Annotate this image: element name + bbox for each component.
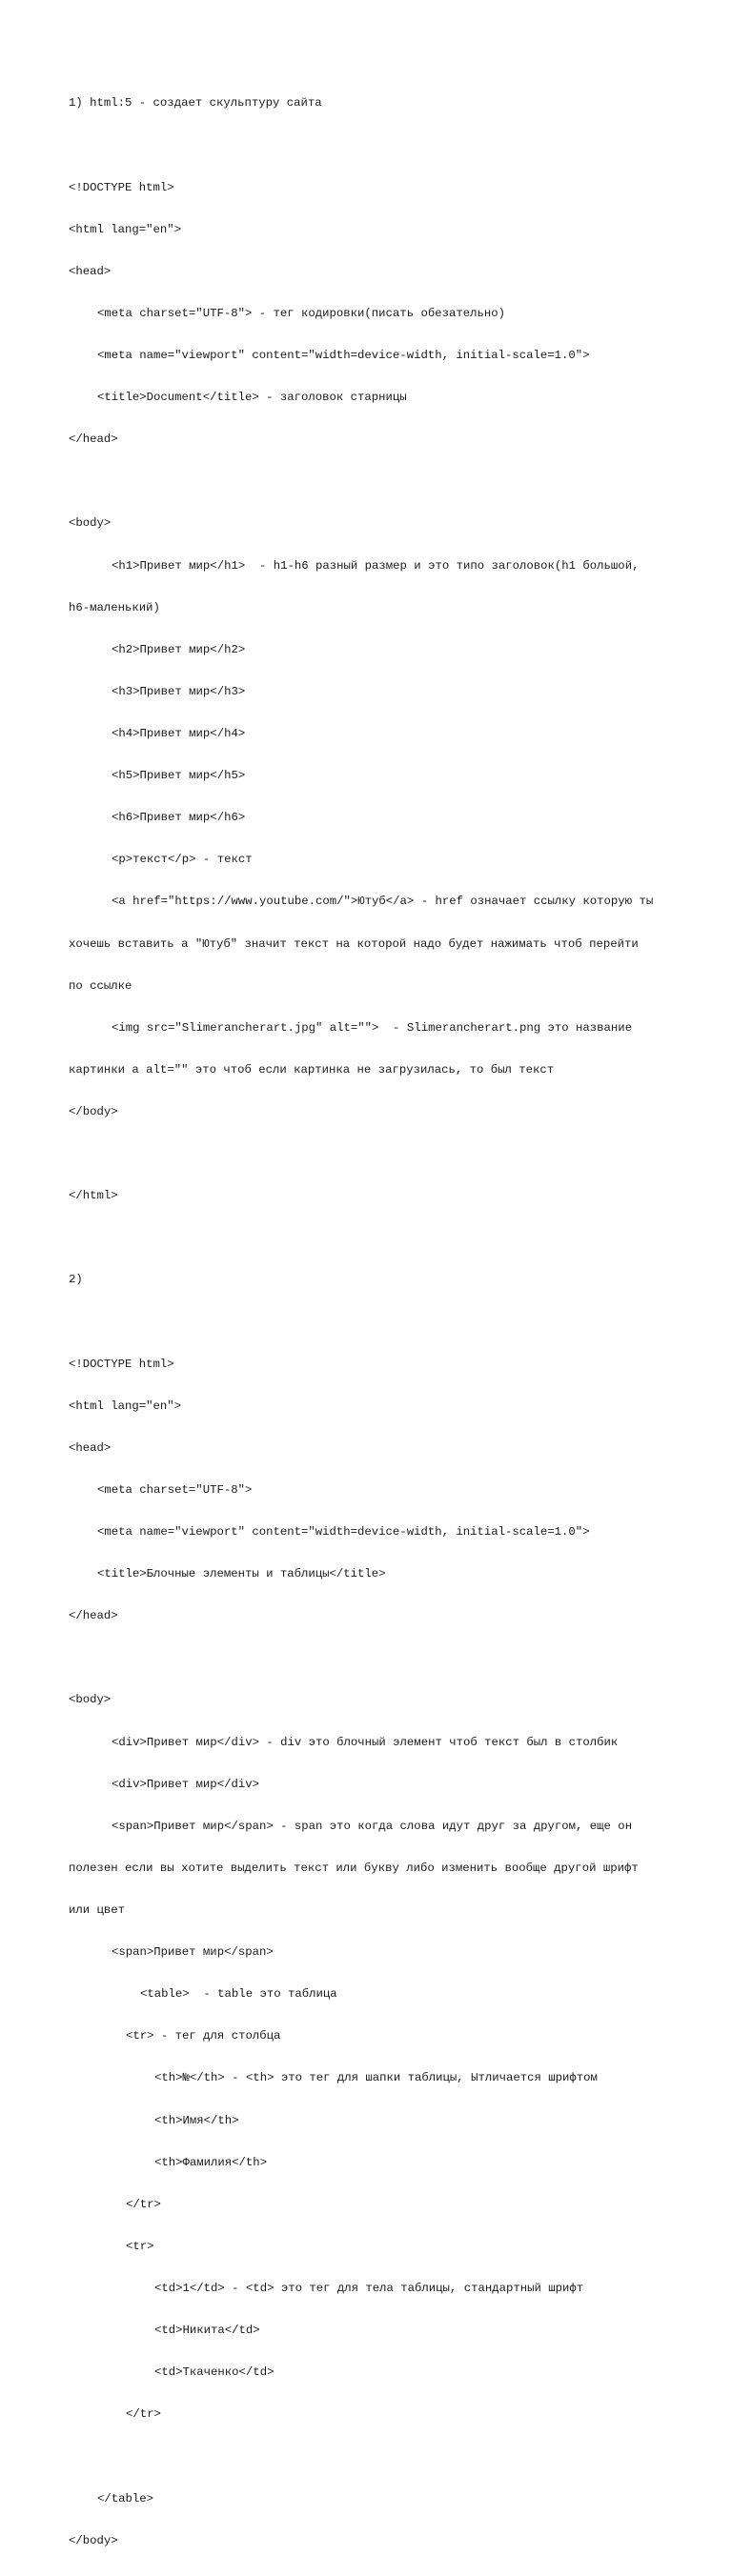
text-line: </head> bbox=[69, 1609, 118, 1623]
text-line: <body> bbox=[69, 516, 112, 531]
text-line: <h6>Привет мир</h6> bbox=[112, 811, 246, 825]
text-line bbox=[69, 2449, 679, 2464]
text-line: <th>№</th> - <th> это тег для шапки таблицы, Ытличается шрифтом bbox=[154, 2071, 598, 2085]
text-line: <a href="https://www.youtube.com/">Ютуб</a> - href означает ссылку которую ты bbox=[112, 895, 654, 909]
text-line: <table> - table это таблица bbox=[140, 1987, 337, 2002]
text-line bbox=[69, 474, 679, 489]
text-line: <h5>Привет мир</h5> bbox=[112, 769, 246, 783]
document-text bbox=[69, 69, 679, 2576]
text-line bbox=[69, 1231, 679, 1245]
text-line: <head> bbox=[69, 264, 112, 278]
text-line: <h3>Привет мир</h3> bbox=[112, 684, 246, 698]
text-line: 1) html:5 - создает скульптуру сайта bbox=[69, 96, 322, 111]
text-line: <span>Привет мир</span> bbox=[112, 1945, 274, 1960]
text-line bbox=[69, 1651, 679, 1665]
text-line: <th>Имя</th> bbox=[154, 2113, 239, 2127]
text-line: хочешь вставить а "Ютуб" значит текст на которой надо будет нажимать чтоб перейти bbox=[69, 936, 639, 951]
text-line: </table> bbox=[97, 2491, 154, 2506]
text-line bbox=[69, 1316, 679, 1330]
text-line: <td>Никита</td> bbox=[154, 2324, 260, 2338]
text-line bbox=[69, 139, 679, 153]
text-line: <html lang="en"> bbox=[69, 222, 182, 236]
text-line: <p>текст</p> - текст bbox=[112, 853, 253, 867]
text-line: </body> bbox=[69, 1105, 118, 1118]
text-line: <div>Привет мир</div> bbox=[112, 1777, 259, 1791]
text-line: <tr> bbox=[126, 2239, 154, 2253]
text-line: <!DOCTYPE html> bbox=[69, 1357, 174, 1371]
text-line: <td>Ткаченко</td> bbox=[154, 2365, 274, 2380]
text-line: <html lang="en"> bbox=[69, 1399, 182, 1413]
text-line: <meta name="viewport" content="width=device-width, initial-scale=1.0"> bbox=[97, 1525, 590, 1540]
text-line: <head> bbox=[69, 1440, 112, 1455]
text-line: <meta charset="UTF-8"> bbox=[97, 1482, 253, 1497]
text-line: <body> bbox=[69, 1693, 112, 1707]
text-line: <title>Document</title> - заголовок старницы bbox=[97, 391, 407, 405]
text-line: <td>1</td> - <td> это тег для тела таблицы, стандартный шрифт bbox=[154, 2282, 584, 2295]
text-line: </head> bbox=[69, 433, 118, 447]
text-line: <title>Блочные элементы и таблицы</title> bbox=[97, 1567, 386, 1581]
text-line: <span>Привет мир</span> - span это когда слова идут друг за другом, еще он bbox=[112, 1819, 633, 1833]
text-line: </body> bbox=[69, 2533, 118, 2547]
text-line: </tr> bbox=[126, 2197, 161, 2211]
text-line: <h4>Привет мир</h4> bbox=[112, 727, 246, 741]
text-line: или цвет bbox=[69, 1903, 126, 1918]
text-line: <!DOCTYPE html> bbox=[69, 180, 174, 194]
text-line: <th>Фамилия</th> bbox=[154, 2155, 268, 2169]
text-line: 2) bbox=[69, 1273, 83, 1287]
text-line: <img src="Slimerancherart.jpg" alt=""> - Slimerancherart.png это название bbox=[112, 1020, 633, 1035]
text-line: картинки а alt="" это чтоб если картинка не загрузилась, то был текст bbox=[69, 1062, 555, 1077]
text-line: </tr> bbox=[126, 2407, 161, 2422]
text-line: <tr> - тег для столбца bbox=[126, 2029, 281, 2043]
text-line: h6-маленький) bbox=[69, 600, 160, 614]
text-line: <meta charset="UTF-8"> - тег кодировки(писать обезательно) bbox=[97, 306, 506, 320]
text-line: полезен если вы хотите выделить текст или букву либо изменить вообще другой шрифт bbox=[69, 1861, 639, 1875]
text-line bbox=[69, 1147, 679, 1161]
text-line: </html> bbox=[69, 1189, 118, 1203]
text-line: <h1>Привет мир</h1> - h1-h6 разный размер и это типо заголовок(h1 большой, bbox=[112, 558, 640, 573]
text-line: <h2>Привет мир</h2> bbox=[112, 642, 246, 656]
text-line: по ссылке bbox=[69, 978, 132, 993]
text-line: <div>Привет мир</div> - div это блочный элемент чтоб текст был в столбик bbox=[112, 1735, 619, 1749]
text-line: <meta name="viewport" content="width=device-width, initial-scale=1.0"> bbox=[97, 349, 590, 363]
